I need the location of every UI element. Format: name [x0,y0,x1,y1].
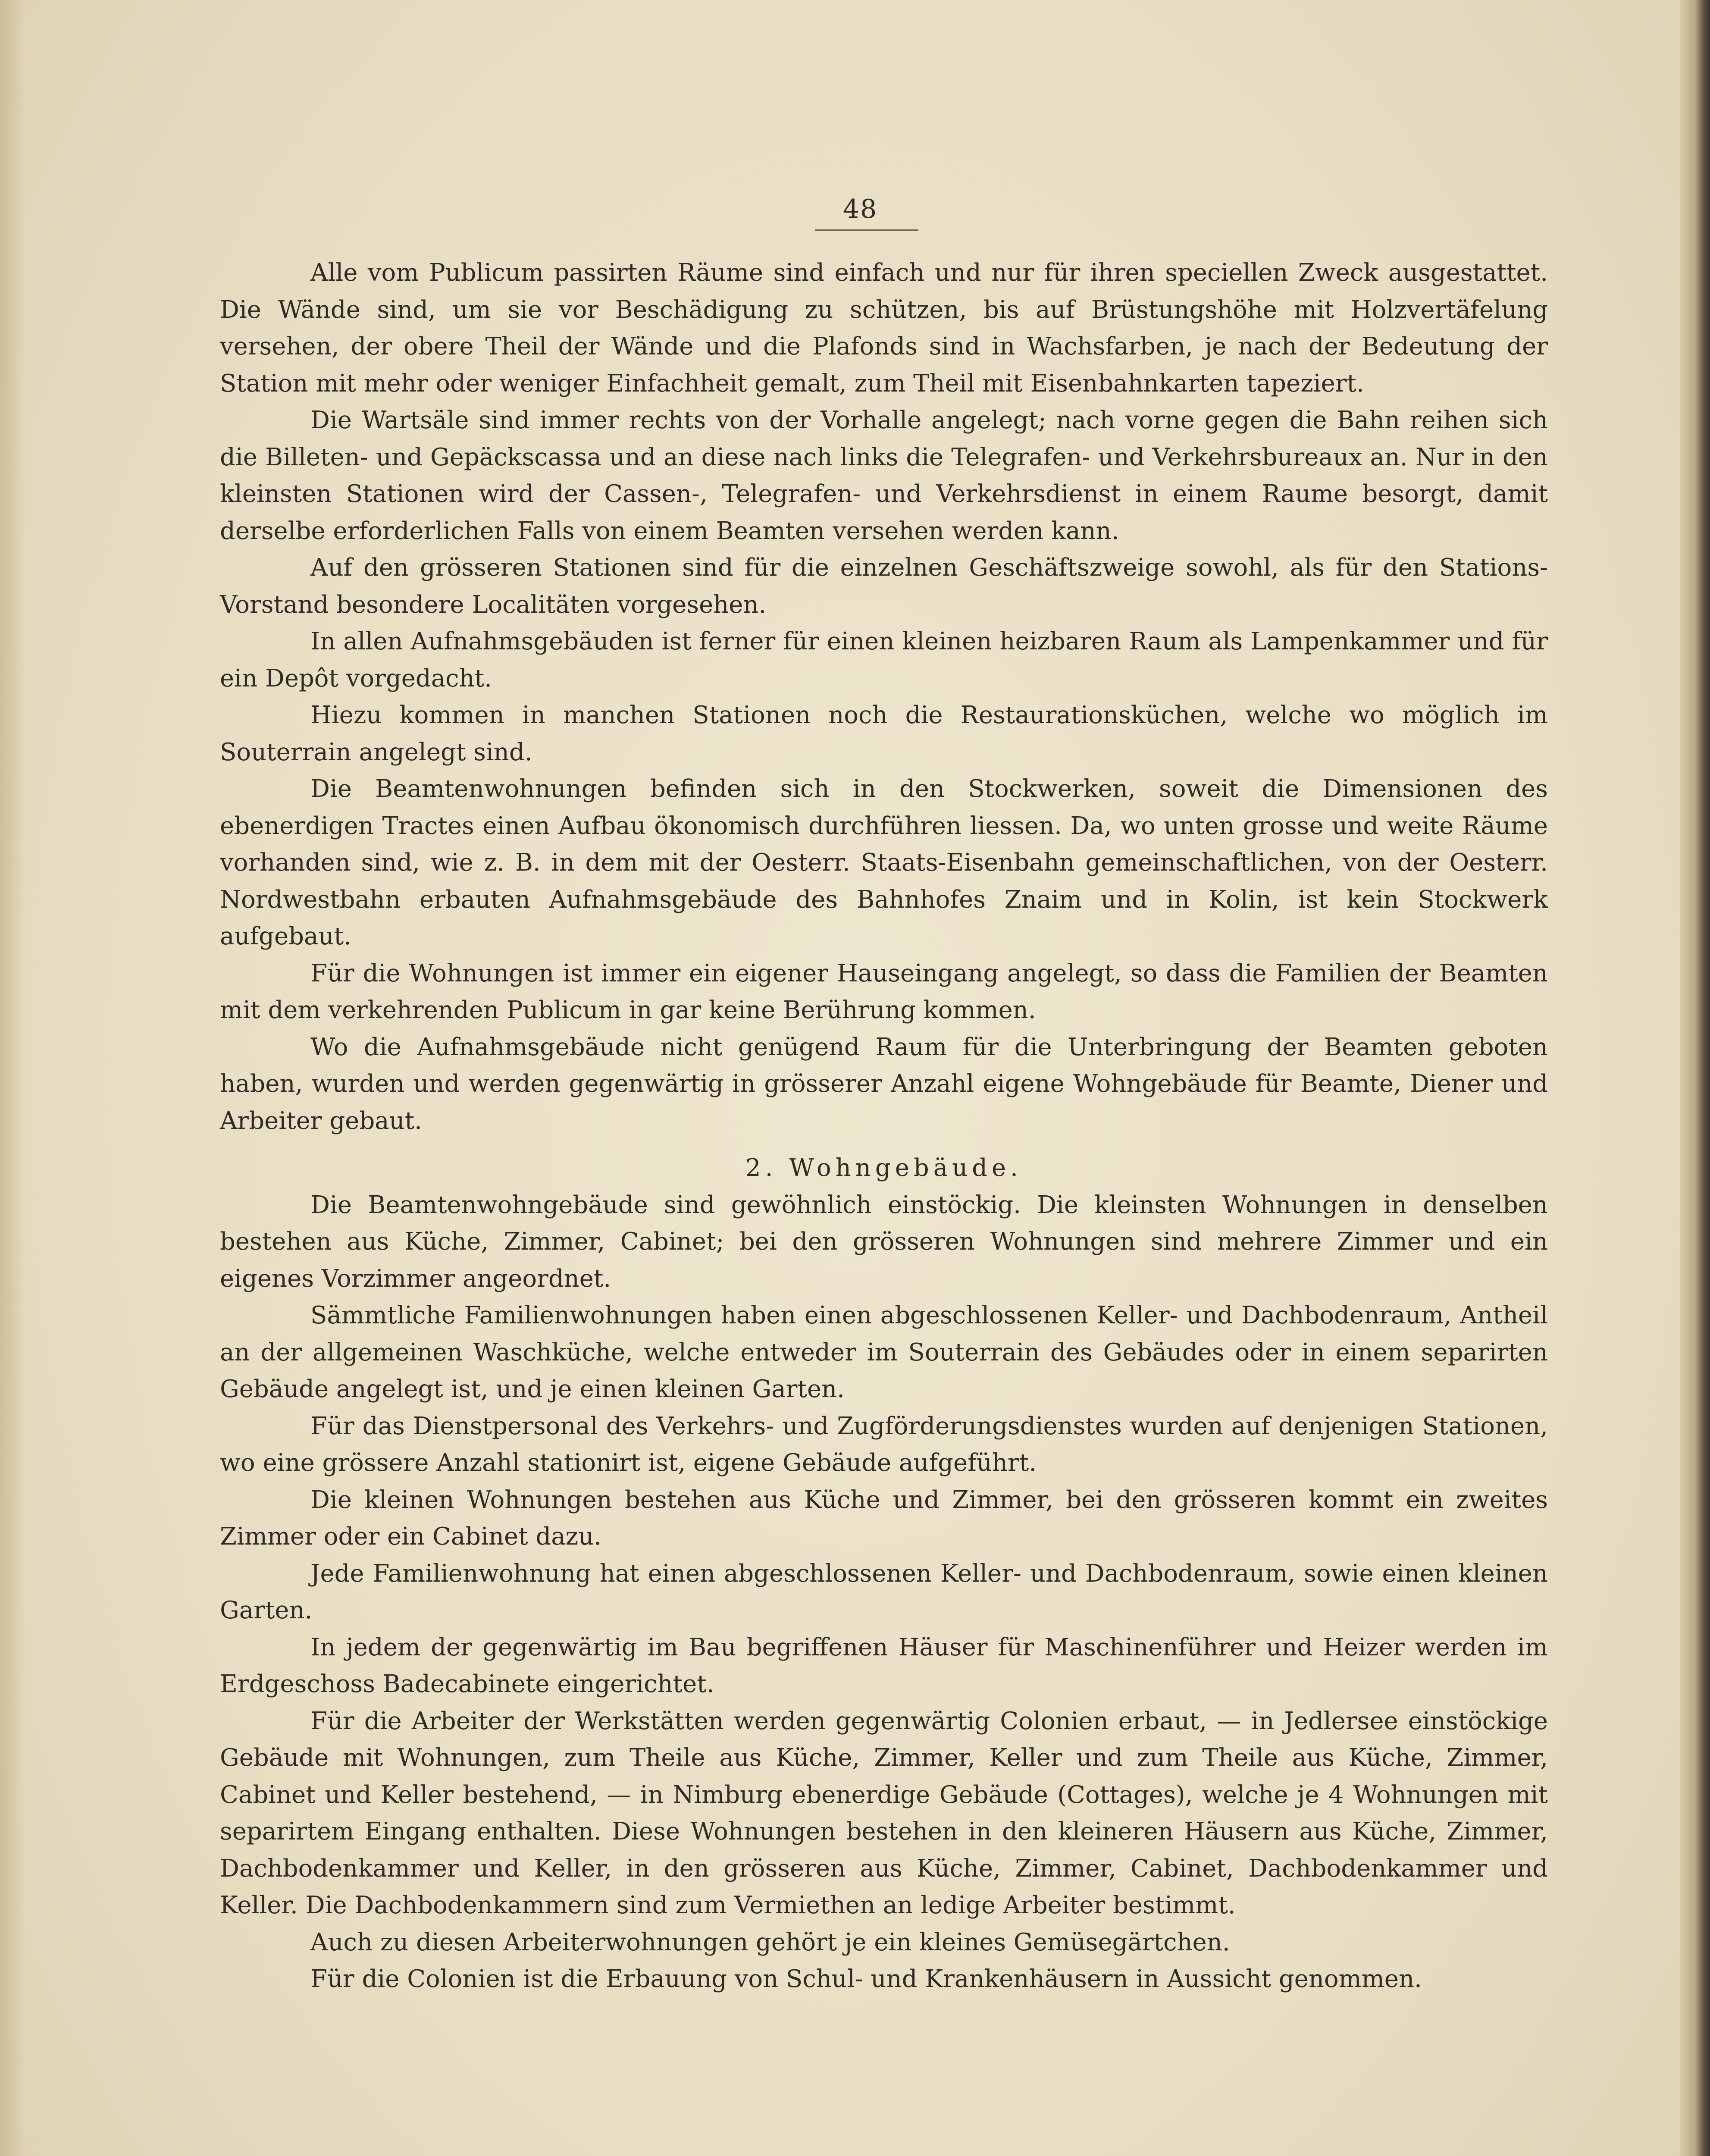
page-left-edge-shadow [0,0,26,2156]
paragraph-house-entrance: Für die Wohnungen ist immer ein eigener Hauseingang angelegt, so dass die Familien der Beamten mit dem verkehrenden Publicum in gar keine Berührung kommen. [220,959,1548,1024]
paragraph-lamp-room: In allen Aufnahmsgebäuden ist ferner für einen kleinen heizbaren Raum als Lampenkammer und für ein Depôt vorgedacht. [220,627,1548,693]
paragraph-family-apartments: Sämmtliche Familienwohnungen haben einen abgeschlossenen Keller- und Dachbodenraum, Antheil an der allgemeinen Waschküche, welche entweder im Souterrain des Gebäudes oder in einem separirten Gebäude angelegt ist, und je einen kleinen Garten. [220,1301,1548,1403]
paragraph-residential-buildings: Wo die Aufnahmsgebäude nicht genügend Raum für die Unterbringung der Beamten geboten haben, wurden und werden gegenwärtig in grösserer Anzahl eigene Wohngebäude für Beamte, Diener und Arbeiter gebaut. [220,1033,1548,1135]
paragraph-small-apartments: Die kleinen Wohnungen bestehen aus Küche und Zimmer, bei den grösseren kommt ein zweites Zimmer oder ein Cabinet dazu. [220,1485,1548,1551]
paragraph-bath-cabinets: In jedem der gegenwärtig im Bau begriffenen Häuser für Maschinenführer und Heizer werden im Erdgeschoss Badecabinete eingerichtet. [220,1633,1548,1698]
paragraph-restaurant-kitchens: Hiezu kommen in manchen Stationen noch die Restaurationsküchen, welche wo möglich im Souterrain angelegt sind. [220,701,1548,766]
page-number-underline [815,229,918,231]
section-heading-wohngebaeude: 2. Wohngebäude. [745,1154,1022,1182]
paragraph-schools-hospitals: Für die Colonien ist die Erbauung von Schul- und Krankenhäusern in Aussicht genommen. [310,1965,1422,1993]
book-binding-edge [1680,0,1710,2156]
paragraph-worker-colonies: Für die Arbeiter der Werkstätten werden gegenwärtig Colonien erbaut, — in Jedlersee einstöckige Gebäude mit Wohnungen, zum Theile aus Küche, Zimmer, Keller und zum Theile aus Küche, Zimmer, Cabinet und Keller bestehend, — in Nimburg ebenerdige Gebäude (Cottages), welche je 4 Wohnungen mit separirtem Eingang enthalten. Diese Wohnungen bestehen in den kleineren Häusern aus Küche, Zimmer, Dachbodenkammer und Keller, in den grösseren aus Küche, Zimmer, Cabinet, Dachbodenkammer und Keller. Die Dachbodenkammern sind zum Vermiethen an ledige Arbeiter bestimmt. [220,1707,1548,1919]
paragraph-waiting-rooms: Die Wartsäle sind immer rechts von der Vorhalle angelegt; nach vorne gegen die Bahn reihen sich die Billeten- und Gepäckscassa und an diese nach links die Telegrafen- und Verkehrsbureaux an. Nur in den kleinsten Stationen wird der Cassen-, Telegrafen- und Verkehrsdienst in einem Raume besorgt, damit derselbe erforderlichen Falls von einem Beamten versehen werden kann. [220,406,1548,545]
paragraph-officials-buildings: Die Beamtenwohngebäude sind gewöhnlich einstöckig. Die kleinsten Wohnungen in denselben bestehen aus Küche, Zimmer, Cabinet; bei den grösseren Wohnungen sind mehrere Zimmer und ein eigenes Vorzimmer angeordnet. [220,1191,1548,1293]
paragraph-vegetable-gardens: Auch zu diesen Arbeiterwohnungen gehört je ein kleines Gemüsegärtchen. [310,1928,1230,1956]
paragraph-public-rooms: Alle vom Publicum passirten Räume sind einfach und nur für ihren speciellen Zweck ausgestattet. Die Wände sind, um sie vor Beschädigung zu schützen, bis auf Brüstungshöhe mit Holzvertäfelung versehen, der obere Theil der Wände und die Plafonds sind in Wachsfarben, je nach der Bedeutung der Station mit mehr oder weniger Einfachheit gemalt, zum Theil mit Eisenbahnkarten tapeziert. [220,259,1548,398]
paragraph-service-personnel: Für das Dienstpersonal des Verkehrs- und Zugförderungsdienstes wurden auf denjenigen Stationen, wo eine grössere Anzahl stationirt ist, eigene Gebäude aufgeführt. [220,1412,1548,1477]
paragraph-official-apartments: Die Beamtenwohnungen befinden sich in den Stockwerken, soweit die Dimensionen des ebenerdigen Tractes einen Aufbau ökonomisch durchführen liessen. Da, wo unten grosse und weite Räume vorhanden sind, wie z. B. in dem mit der Oesterr. Staats-Eisenbahn gemeinschaftlichen, von der Oesterr. Nordwestbahn erbauten Aufnahmsgebäude des Bahnhofes Znaim und in Kolin, ist kein Stockwerk aufgebaut. [220,775,1548,950]
paragraph-each-family-apartment: Jede Familienwohnung hat einen abgeschlossenen Keller- und Dachbodenraum, sowie einen kleinen Garten. [220,1559,1548,1624]
paragraph-larger-stations: Auf den grösseren Stationen sind für die einzelnen Geschäftszweige sowohl, als für den Stations-Vorstand besondere Localitäten vorgesehen. [220,554,1548,619]
body-text [220,254,1548,1998]
page-number: 48 [842,194,878,224]
